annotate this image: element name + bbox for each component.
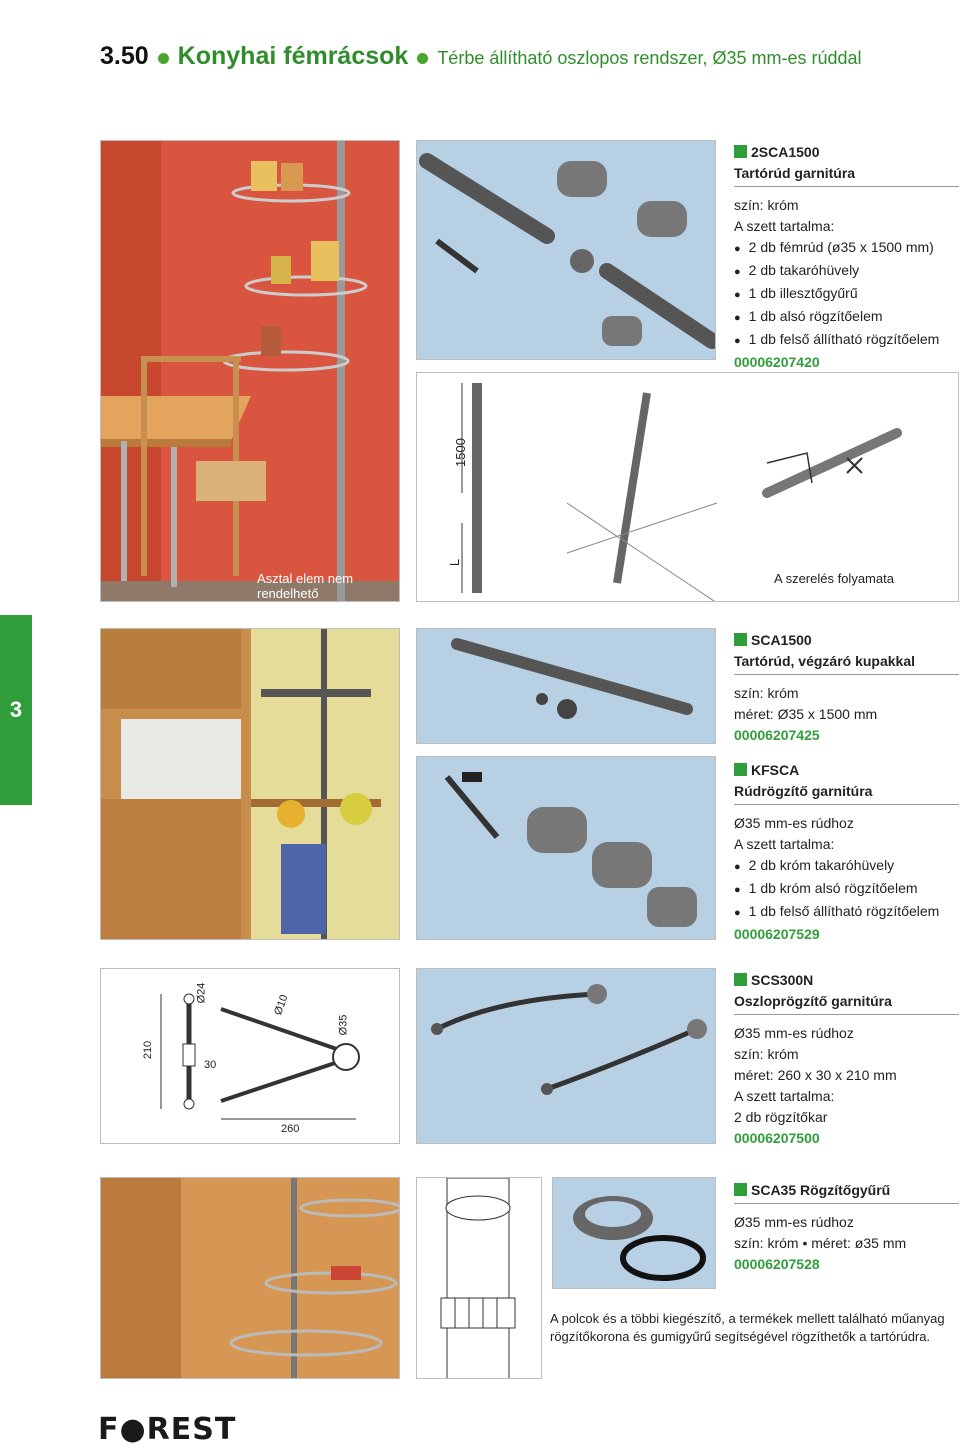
kitchen-illustration: [101, 141, 400, 602]
section-number: 3.50: [100, 42, 149, 70]
list-item: ● 2 db fémrúd (ø35 x 1500 mm): [734, 237, 959, 260]
bracket-photo: [416, 968, 716, 1144]
fastening-set-photo: [416, 756, 716, 940]
list-item: ● 1 db alsó rögzítőelem: [734, 306, 959, 329]
kitchen-caption: Asztal elem nem rendelhető: [257, 571, 354, 601]
article-number: 00006207425: [734, 727, 820, 743]
green-square-icon: [734, 1183, 747, 1196]
bullet-dot-icon: [417, 53, 428, 64]
article-number: 00006207500: [734, 1130, 820, 1146]
product-size: méret: 260 x 30 x 210 mm: [734, 1067, 897, 1083]
fastening-set-illustration: [417, 757, 716, 940]
shelf-system-photo: [100, 1177, 400, 1379]
bracket-technical-drawing: [100, 968, 400, 1144]
chapter-number: 3: [9, 697, 23, 722]
product-color: szín: króm: [734, 685, 799, 701]
product-color: szín: króm: [734, 1046, 799, 1062]
assembly-caption: A szerelés folyamata: [774, 571, 894, 586]
product-code: SCA35 Rögzítőgyűrű: [751, 1182, 891, 1198]
list-item: ● 1 db illesztőgyűrű: [734, 283, 959, 306]
product-rod-size: Ø35 mm-es rúdhoz: [734, 1025, 854, 1041]
product-title: Oszloprögzítő garnitúra: [734, 991, 959, 1015]
article-number: 00006207420: [734, 354, 820, 370]
article-number: 00006207529: [734, 926, 820, 942]
product-sca35: [734, 1180, 959, 1274]
product-title: Rúdrögzítő garnitúra: [734, 781, 959, 805]
bracket-illustration: [417, 969, 716, 1144]
cabinet-photo: [100, 628, 400, 940]
product-code: SCS300N: [751, 972, 814, 988]
product-color-size: szín: króm • méret: ø35 mm: [734, 1235, 907, 1251]
product-size: méret: Ø35 x 1500 mm: [734, 706, 878, 722]
chapter-tab: [0, 615, 32, 805]
dim-24: Ø24: [195, 982, 208, 1004]
dim-l-label: L: [447, 558, 463, 567]
product-contents-label: A szett tartalma:: [734, 218, 835, 234]
dim-260: 260: [281, 1123, 300, 1135]
rod-set-photo: [416, 140, 716, 360]
dim-210: 210: [142, 1040, 155, 1060]
shelf-system-illustration: [101, 1178, 400, 1379]
product-code: KFSCA: [751, 762, 800, 778]
bullet-dot-icon: [158, 53, 169, 64]
page-title: Konyhai fémrácsok: [177, 42, 409, 70]
page-subtitle: Térbe állítható oszlopos rendszer, Ø35 mm-es rúddal: [437, 48, 862, 68]
ring-line-illustration: [417, 1178, 542, 1379]
product-rod-size: Ø35 mm-es rúdhoz: [734, 1214, 854, 1230]
product-color: szín: króm: [734, 197, 799, 213]
dim-10: Ø10: [272, 993, 291, 1017]
article-number: 00006207528: [734, 1256, 820, 1272]
product-contents-label: A szett tartalma:: [734, 836, 835, 852]
product-sca1500: [734, 630, 959, 745]
product-2sca1500: [734, 142, 959, 372]
footnote: A polcok és a többi kiegészítő, a termékek mellett található műanyag rögzítőkorona és gumigyűrű segítségével rögzíthetők a tartórúdra.: [550, 1311, 945, 1344]
ring-photo: [552, 1177, 716, 1289]
rod-photo: [416, 628, 716, 744]
list-item: ● 1 db felső állítható rögzítőelem: [734, 901, 959, 924]
contents-list: [734, 855, 959, 924]
product-title: Tartórúd, végzáró kupakkal: [734, 651, 959, 675]
cabinet-illustration: [101, 629, 400, 940]
product-rod-size: Ø35 mm-es rúdhoz: [734, 815, 854, 831]
green-square-icon: [734, 973, 747, 986]
green-square-icon: [734, 145, 747, 158]
assembly-illustration: [417, 373, 959, 602]
product-code: SCA1500: [751, 632, 812, 648]
list-item: ● 2 db takaróhüvely: [734, 260, 959, 283]
rod-illustration: [417, 629, 716, 744]
product-code: 2SCA1500: [751, 144, 820, 160]
page-header: [100, 42, 950, 82]
list-item: ● 1 db króm alsó rögzítőelem: [734, 878, 959, 901]
list-item: ● 1 db felső állítható rögzítőelem: [734, 329, 959, 352]
product-title: Tartórúd garnitúra: [734, 163, 959, 187]
green-square-icon: [734, 633, 747, 646]
dim-1500-label: 1500: [452, 438, 468, 467]
contents-list: [734, 237, 959, 352]
kitchen-photo: [100, 140, 400, 602]
dim-30: 30: [204, 1059, 217, 1071]
product-kfsca: [734, 760, 959, 944]
assembly-drawing: [416, 372, 959, 602]
product-contents-label: A szett tartalma:: [734, 1088, 835, 1104]
rod-set-illustration: [417, 141, 716, 360]
dim-35: Ø35: [337, 1014, 350, 1036]
green-square-icon: [734, 763, 747, 776]
list-item: ● 2 db króm takaróhüvely: [734, 855, 959, 878]
product-contents: 2 db rögzítőkar: [734, 1109, 828, 1125]
forest-logo: F●REST: [98, 1412, 237, 1447]
ring-photo-illustration: [553, 1178, 716, 1289]
ring-drawing: [416, 1177, 542, 1379]
product-scs300n: [734, 970, 959, 1148]
